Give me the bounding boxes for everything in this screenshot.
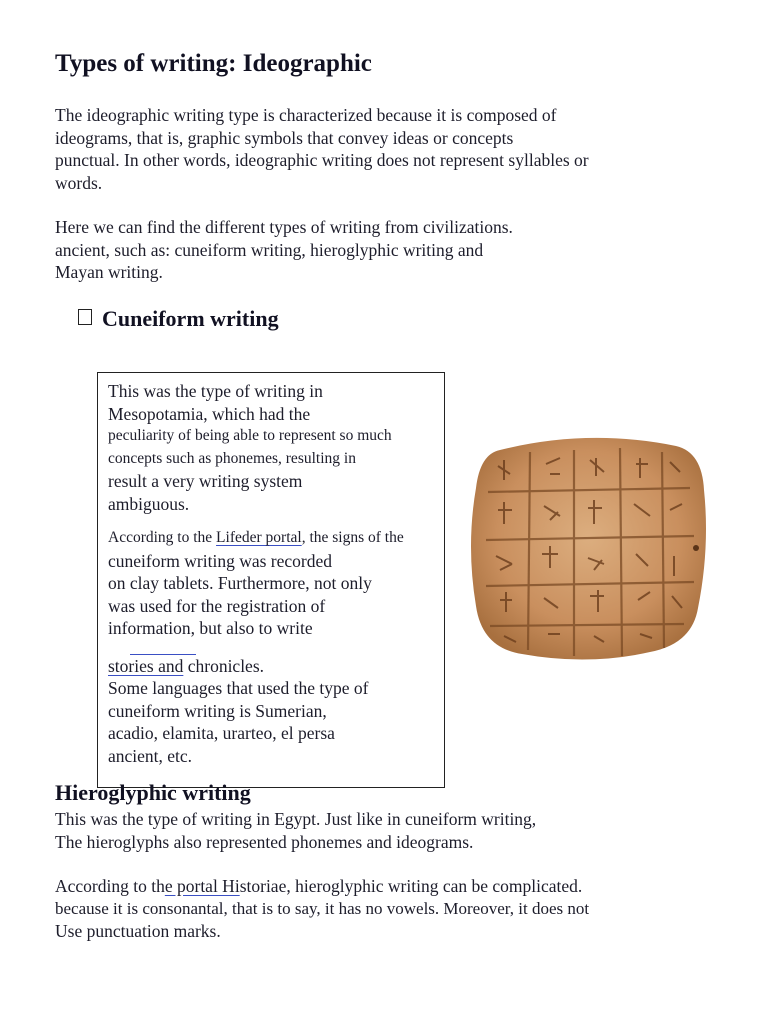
intro-line: ideograms, that is, graphic symbols that convey ideas or concepts [55,127,514,148]
intro-paragraph-1 [55,104,589,194]
box-text-fragment: information, but also to write [108,618,313,638]
cuneiform-heading-text: Cuneiform writing [102,306,279,331]
intro-line: ancient, such as: cuneiform writing, hieroglyphic writing and [55,239,484,260]
hieroglyphic-line: The hieroglyphs also represented phonemes and ideograms. [55,831,474,852]
page-title: Types of writing: Ideographic [55,50,372,77]
box-text-fragment: , the signs of the [301,529,404,546]
paragraph-gap [108,515,404,527]
box-line: result a very writing system [108,471,303,491]
hieroglyphic-paragraph-1 [55,808,536,853]
intro-line: words. [55,172,103,193]
lifeder-portal-link[interactable]: Lifeder portal [216,529,302,546]
box-line: Some languages that used the type of [108,678,369,698]
hieroglyphic-line: Use punctuation marks. [55,921,221,941]
box-line: acadio, elamita, urarteo, el persa [108,723,335,743]
box-line: Mesopotamia, which had the [108,403,311,424]
hieroglyphic-line: This was the type of writing in Egypt. Just like in cuneiform writing, [55,809,537,829]
cuneiform-heading [78,306,279,332]
intro-line: The ideographic writing type is characterized because it is composed of [55,105,557,125]
box-line: ancient, etc. [108,745,193,766]
box-line-with-link [108,527,404,550]
cuneiform-description [108,380,404,767]
box-line: ambiguous. [108,493,190,514]
intro-line: punctual. In other words, ideographic writing does not represent syllables or [55,150,589,170]
box-line: on clay tablets. Furthermore, not only [108,573,372,593]
box-line: cuneiform writing is Sumerian, [108,700,327,721]
bullet-box-icon [78,309,92,325]
stories-link[interactable]: stories and [108,655,184,676]
hieroglyphic-heading: Hieroglyphic writing [55,780,251,805]
hieroglyphic-paragraph-2 [55,875,589,943]
box-line-with-link [108,655,404,678]
intro-line: Here we can find the different types of writing from civilizations. [55,217,513,237]
intro-line: Mayan writing. [55,262,163,282]
box-line: peculiarity of being able to represent so much [108,427,392,444]
box-text-fragment: According to the [108,529,217,546]
text-fragment: storiae, hieroglyphic writing can be complicated. [239,876,583,896]
historiae-portal-link[interactable]: e portal Hi [164,876,240,896]
cuneiform-text-box [97,372,445,788]
hieroglyphic-line: because it is consonantal, that is to say, it has no vowels. Moreover, it does not [55,898,590,918]
box-text-fragment: chronicles. [183,655,265,676]
box-line: This was the type of writing in [108,381,323,401]
clay-tablet-image [470,430,706,662]
hieroglyphic-line-with-link [55,875,589,898]
intro-paragraph-2 [55,216,513,284]
box-line-with-blank-link [108,617,404,655]
box-line: concepts such as phonemes, resulting in [108,449,356,467]
box-line: cuneiform writing was recorded [108,550,333,571]
text-fragment: According to th [55,876,165,896]
box-line: was used for the registration of [108,595,326,616]
blank-link[interactable] [130,640,196,655]
